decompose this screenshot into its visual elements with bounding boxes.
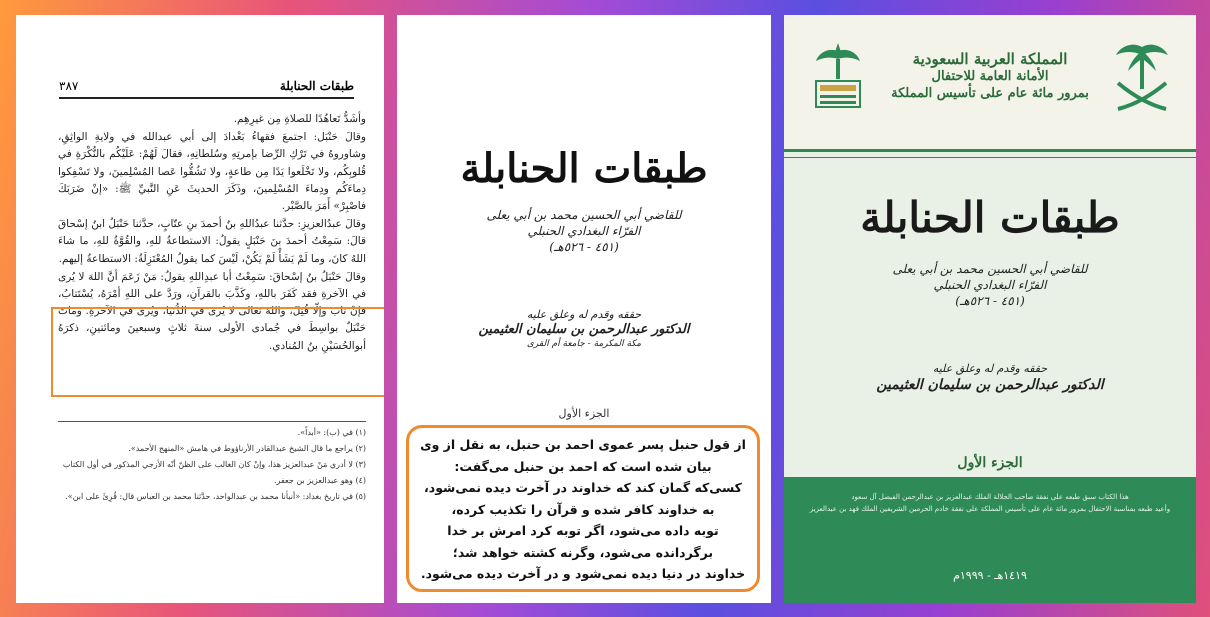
paragraph: وقالَ عبدُالعزيزِ: حدَّثنا عبدُاللهِ بنُ أحمدَ بنِ عتّابٍ، حدَّثنا حَنْبَلُ ابنُ إسْحاقَ قالَ: سَمِعْتُ أحمدَ بنَ حَنْبَلٍ يقولُ: الاستطاعةُ للهِ، والقُوَّةُ للهِ، ما شاءَ اللهُ كانَ، وما لَمْ يَشَأْ لَمْ يَكُنْ، لَيْسَ كما يقولُ المُعْتَزِلَةُ: الاستطاعةُ إليهم. bbox=[58, 218, 366, 265]
paragraph: وأشَدُّ تَعاهُدًا للصلاةِ مِن غيرِهِم. bbox=[233, 113, 366, 125]
persian-caption-box bbox=[406, 425, 760, 592]
cover-title: طبقات الحنابلة bbox=[860, 193, 1120, 242]
page-number: ٣٨٧ bbox=[59, 79, 79, 93]
footnote-divider bbox=[58, 421, 366, 422]
caption-line: کسی‌که گمان کند که خداوند در آخرت دیده نمی‌شود، bbox=[424, 480, 742, 495]
publication-year: ١٤١٩هـ - ١٩٩٩م bbox=[953, 569, 1027, 582]
caption-line: برگردانده می‌شود، وگرنه کشته خواهد شد؛ bbox=[452, 544, 714, 560]
book-page-panel bbox=[16, 15, 384, 603]
paragraph: وقالَ حَنْبَل: اجتمعَ فقهاءُ بَغْدادَ إلى أبي عبدالله في ولايةِ الواثِقِ، وشاوروهُ في تَرْكِ الرِّضا بإمرتِهِ وسُلطانِهِ، فقالَ لَهُمْ: عَلَيْكُم بالنُّكْرَةِ في قُلوبِكُم، ولا تَخْلَعوا يَدًا مِن طاعةٍ، ولا تَشُقُّوا عَصا المُسْلِمينَ، ولا تَسْفِكوا دِماءَكُم ودِماءَ المُسْلِمينَ، وذَكَرَ الحديثَ عَنِ النَّبيِّ ﷺ: «إنْ ضَرَبَكَ فاصْبِرْ» أَمَرَ بالصَّبْر. bbox=[58, 131, 366, 213]
publication-note bbox=[808, 491, 1172, 515]
cover-author-block bbox=[784, 261, 1196, 309]
caption-line: به خداوند کافر شده و قرآن را تکذیب کرده، bbox=[451, 501, 715, 517]
secretariat-name: الأمانة العامة للاحتفال bbox=[931, 69, 1049, 84]
centenary-logo-icon bbox=[806, 37, 870, 117]
highlight-box bbox=[51, 307, 384, 397]
volume-label: الجزء الأول bbox=[558, 407, 610, 420]
footnotes bbox=[36, 425, 366, 505]
footnote: (٤) وهو عبدالعزيز بن جعفر. bbox=[273, 476, 366, 485]
book-cover-panel bbox=[784, 15, 1196, 603]
note-line: هذا الكتاب سبق طبعه على نفقة صاحب الجلالة الملك عبدالعزيز بن عبدالرحمن الفيصل آل سعود bbox=[851, 493, 1129, 501]
green-stripe-thin bbox=[784, 157, 1196, 158]
editor-line: حققه وقدم له وعلق عليه bbox=[526, 308, 642, 321]
note-line: وأعيد طبعه بمناسبة الاحتفال بمرور مائة عام على تأسيس المملكة على نفقة خادم الحرمين الشريفين الملك فهد بن عبدالعزيز bbox=[809, 505, 1171, 513]
highlighted-paragraph: وقالَ حَنْبَلُ بنُ إسْحاقَ: سَمِعْتُ أبا عبدِاللهِ يقولُ: مَنْ زَعَمَ أنَّ اللهَ لا يُرى في الآخرةِ فقد كَفَرَ باللهِ، وكَذَّبَ بالقرآنِ، ورَدَّ على اللهِ أمْرَهُ، يُسْتَتابُ، فإنْ تابَ وإلّا قُتِلَ، واللهُ تعالى لا يُرى في الدُّنيا، ويُرى في الآخرةِ. وماتَ حَنْبَلٌ بواسِطَ في جُمادى الأولى سنةَ ثلاثٍ وسبعينَ ومائتينِ، ذكرَهُ أبوالحُسَيْنِ بنُ المُنادي. bbox=[58, 270, 366, 352]
author-line: للقاضي أبي الحسين محمد بن أبي يعلى bbox=[892, 262, 1088, 276]
cover-footer bbox=[784, 477, 1196, 603]
editor-affiliation: مكة المكرمة - جامعة أم القرى bbox=[526, 339, 642, 349]
kingdom-name: المملكة العربية السعودية bbox=[912, 50, 1068, 68]
caption-line: توبه داده می‌شود، اگر توبه کرد امرش بر خدا bbox=[447, 523, 719, 538]
book-title: طبقات الحنابلة bbox=[460, 145, 708, 192]
caption-line: بیان شده است که احمد بن حنبل می‌گفت: bbox=[454, 458, 712, 474]
publisher-header bbox=[874, 51, 1106, 102]
running-title: طبقات الحنابلة bbox=[279, 79, 354, 93]
author-block bbox=[397, 207, 771, 255]
centenary-line: بمرور مائة عام على تأسيس المملكة bbox=[891, 86, 1089, 101]
author-dates: (٤٥١ - ٥٢٦هـ) bbox=[549, 240, 619, 254]
green-stripe bbox=[784, 149, 1196, 152]
editor-line: حققه وقدم له وعلق عليه bbox=[932, 362, 1048, 375]
caption-line: از قول حنبل پسر عموی احمد بن حنبل، به نقل از وی bbox=[420, 437, 746, 452]
caption-line: خداوند در دنیا دیده نمی‌شود و در آخرت دیده می‌شود. bbox=[420, 566, 746, 581]
editor-name: الدكتور عبدالرحمن بن سليمان العثيمين bbox=[876, 377, 1104, 393]
footnote: (٢) يراجع ما قال الشيخ عبدالقادر الأرناؤوط في هامش «المنهج الأحمد». bbox=[128, 444, 366, 453]
editor-block bbox=[397, 307, 771, 352]
palm-swords-emblem-icon bbox=[1110, 39, 1174, 117]
author-dates: (٤٥١ - ٥٢٦هـ) bbox=[955, 294, 1025, 308]
author-line: الفرّاء البغدادي الحنبلي bbox=[933, 278, 1047, 292]
editor-name: الدكتور عبدالرحمن بن سليمان العثيمين bbox=[478, 322, 690, 337]
author-line: للقاضي أبي الحسين محمد بن أبي يعلى bbox=[486, 208, 682, 222]
cover-volume-label: الجزء الأول bbox=[957, 455, 1023, 471]
footnote: (٥) في تاريخ بغداد: «أنبأنا محمد بن عبدالواحد، حدَّثنا محمد بن العباس قال: قُرِئَ على ابن». bbox=[65, 492, 366, 501]
page-header bbox=[59, 79, 354, 99]
cover-editor-block bbox=[784, 361, 1196, 393]
footnote: (١) في (ب): «أبداً». bbox=[297, 428, 366, 437]
footnote: (٣) لا أدري مَنْ عبدالعزيز هذا، وإنْ كان الغالب على الظنّ أنّه الأزجي المذكور في أول الكتاب bbox=[62, 460, 366, 469]
author-line: الفرّاء البغدادي الحنبلي bbox=[527, 224, 641, 238]
